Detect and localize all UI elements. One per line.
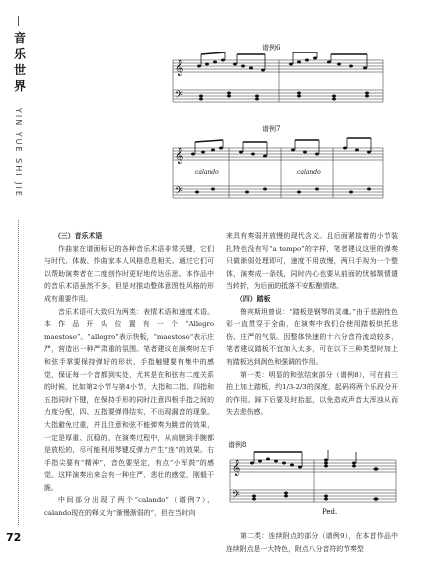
body-paragraph: 中间部分出现了两个“calando”（谱例7），calando现在的释义为“渐慢渐弱的”，但在当时向 <box>44 496 214 518</box>
right-column-bottom <box>226 530 398 555</box>
magazine-title <box>11 30 29 94</box>
sidebar <box>6 0 32 583</box>
figure-8-label: 谱例8 <box>228 441 247 449</box>
section-heading-pedal: （四）踏板 <box>236 294 271 303</box>
score-example-6 <box>169 52 385 118</box>
right-column <box>226 230 398 419</box>
score-example-8 <box>226 448 398 520</box>
svg-text:𝄞: 𝄞 <box>175 148 184 164</box>
body-paragraph: 作曲家在谱面标记的各种音乐术语非常关键，它们与时代、体裁、作曲家本人风格息息相关。通过它们可以帮助演奏者在二度创作时更好地传达乐思。本作品中的音乐术语虽然不多，但是对推动整体意图性风格的形成有重要作用。 <box>44 244 214 303</box>
body-paragraph: 第二类：连续附点的部分（谱例9），在本首作品中连续附点是一大特色，附点八分音符的节奏型 <box>226 532 398 553</box>
svg-text:𝄞: 𝄞 <box>175 60 184 76</box>
page-number: 72 <box>6 531 22 544</box>
score-example-7 <box>169 134 385 220</box>
title-char: 世 <box>13 63 26 77</box>
figure-7-label: 谱例7 <box>262 125 281 133</box>
body-paragraph: 第一类：明显的和弦结束部分（谱例8），可在前三拍上加上踏板，约1/3-2/3的深度，起码将两个乐段分开的作用。踩下后要及时抬起，以免造成声音太浑浊从而失去悲伤感。 <box>226 370 398 417</box>
figure-6-label: 谱例6 <box>262 44 281 52</box>
section-heading-terms: （三）音乐术语 <box>54 232 103 240</box>
svg-text:𝄞: 𝄞 <box>232 460 241 476</box>
sidebar-dotted-line <box>18 220 19 525</box>
title-char: 界 <box>13 79 26 93</box>
title-char: 音 <box>13 31 26 45</box>
svg-text:𝄢: 𝄢 <box>175 185 183 199</box>
body-paragraph: 鲁宾斯坦曾说：“踏板是钢琴的灵魂。”由于悲剧性色彩一直贯穿于全曲，在演奏中我们合使用踏板烘托悲伤、庄严的气氛。因整体快速的十六分音符流动较多，笔者建议踏板不宜加入太多，可在以下三种类型时加上有踏板达到润色和强调的作用。 <box>226 307 398 366</box>
body-paragraph: 来具有奏弱并放慢的现代含义。且后面紧接着的小节装扎特也没有写“a tempo”的字样，笔者建议这里的弹奏只做渐弱处理即可，速度不用放慢，两只手视为一个整体，演奏成一条线，同时内心也要从前面的忧郁颓情遣当转折，为后面的抵落不安酝酿情绪。 <box>226 232 398 291</box>
svg-text:𝄢: 𝄢 <box>175 89 183 103</box>
svg-text:𝄢: 𝄢 <box>232 489 240 503</box>
svg-text:calando: calando <box>195 169 219 176</box>
magazine-pinyin: YIN YUE SHI JIE <box>14 108 23 198</box>
body-paragraph: 音乐术语可大致归为两类：表情术语和速度术语。本作品开头位置有一个“Allegro maestoso”。“allegro”表示快板，“maestoso”表示庄严，营造出一种严肃重的氛围。笔者建议在演奏时左手和弦手掌要保持弹好的形状，手指触键要有集中的感觉，保证每一个音都到实处，尤其是在和弦有二度关系的时候，比如第2小节与第4小节，大指和二指、四指和五指同时下键，在保持手形的同时注意四根手指之间的力度分配，四、五指要弹得结实，不出现漏音的现象。大指避免过重，并且注意和弦不能弹奏为跳音的效果，一定是厚重、沉稳的，在演奏过程中，从肩膀到手腕都是放松的，尽可能利用琴键反弹力产生“连”的效果。右手指尖要有“精神”，音色要坚定，有点“小军鼓”的感觉。这样演奏出来会有一种庄严、悲壮的感觉，刚毅干脆。 <box>44 307 214 492</box>
title-char: 乐 <box>13 47 26 61</box>
svg-text:Ped.: Ped. <box>322 508 338 516</box>
svg-text:calando: calando <box>297 169 321 176</box>
sidebar-rule <box>18 16 19 26</box>
left-column <box>44 230 214 520</box>
